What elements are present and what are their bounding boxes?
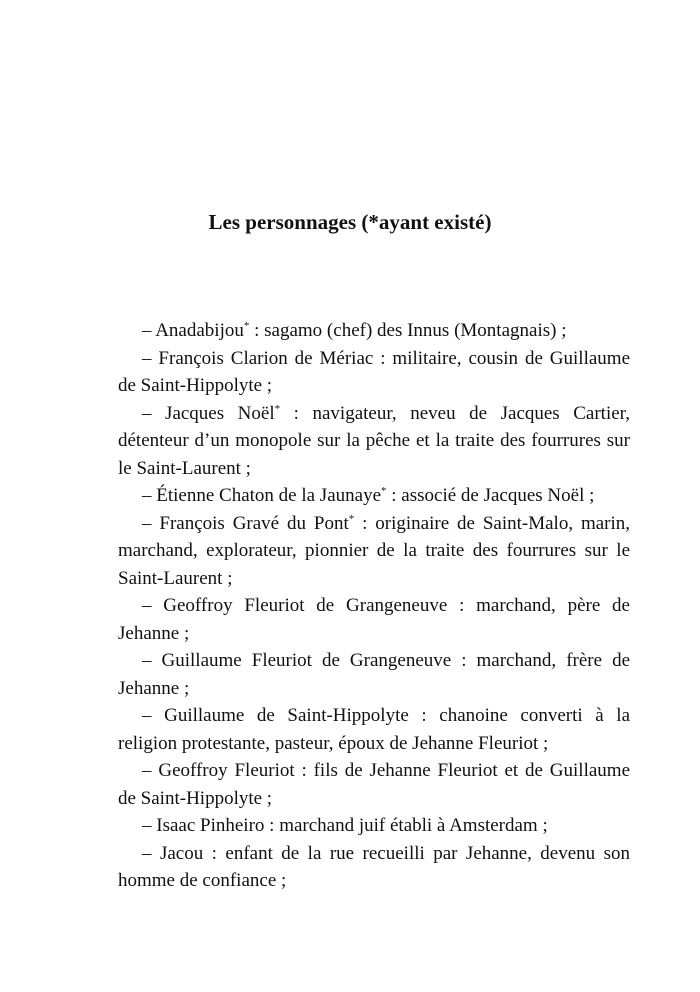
entry-separator: :	[373, 347, 393, 369]
character-entry	[118, 345, 630, 400]
character-entry	[118, 592, 630, 647]
entry-dash: –	[142, 650, 162, 671]
character-entry	[118, 317, 630, 345]
entry-separator: :	[280, 402, 313, 424]
entry-dash: –	[142, 760, 159, 781]
entry-dash: –	[142, 705, 165, 726]
character-description: navigateur, neveu de Jacques Cartier, détenteur d’un monopole sur la pêche et la traite des fourrures sur le Saint-Laurent ;	[118, 402, 630, 479]
entry-separator: :	[447, 595, 477, 616]
entry-dash: –	[142, 402, 166, 424]
character-entry	[118, 840, 630, 895]
entry-separator: :	[294, 760, 314, 781]
historical-marker: *	[274, 402, 281, 415]
character-description: marchand juif établi à Amsterdam ;	[279, 815, 548, 836]
character-name: Geoffroy Fleuriot de Grangeneuve	[163, 595, 448, 616]
entry-dash: –	[142, 320, 156, 341]
entry-separator: :	[451, 650, 477, 671]
historical-marker: *	[348, 512, 355, 525]
character-description: marchand, frère de Jehanne ;	[118, 650, 630, 699]
character-entry	[118, 647, 630, 702]
entry-dash: –	[142, 512, 160, 534]
character-entry	[118, 482, 630, 510]
character-entry	[118, 400, 630, 483]
character-name: Jacques Noël	[165, 402, 275, 424]
entry-dash: –	[142, 347, 159, 369]
character-entry	[118, 510, 630, 593]
entry-separator: :	[408, 705, 440, 726]
character-name: Guillaume Fleuriot de Grangeneuve	[161, 650, 452, 671]
character-name: Anadabijou	[155, 320, 244, 341]
character-name: Jacou	[159, 842, 204, 864]
character-entry	[118, 812, 630, 840]
character-description: chanoine converti à la religion protestante, pasteur, époux de Jehanne Fleuriot ;	[118, 705, 631, 754]
entry-separator: :	[203, 842, 226, 864]
character-description: militaire, cousin de Guillaume de Saint-Hippolyte ;	[118, 347, 631, 396]
character-name: François Gravé du Pont	[159, 512, 349, 534]
character-list	[118, 317, 630, 895]
entry-dash: –	[142, 815, 157, 836]
character-description: fils de Jehanne Fleuriot et de Guillaume de Saint-Hippolyte ;	[118, 760, 631, 809]
page-title: Les personnages (*ayant existé)	[208, 210, 492, 234]
historical-marker: *	[381, 485, 387, 497]
entry-dash: –	[142, 842, 160, 864]
entry-separator: :	[264, 815, 280, 836]
entry-separator: :	[386, 485, 402, 506]
character-name: François Clarion de Mériac	[158, 347, 374, 369]
character-description: enfant de la rue recueilli par Jehanne, devenu son homme de confiance ;	[118, 842, 631, 891]
character-entry	[118, 757, 630, 812]
character-description: sagamo (chef) des Innus (Montagnais) ;	[264, 320, 567, 341]
character-name: Guillaume de Saint-Hippolyte	[164, 705, 409, 726]
character-name: Geoffroy Fleuriot	[158, 760, 295, 781]
character-name: Isaac Pinheiro	[156, 815, 265, 836]
entry-separator: :	[249, 320, 265, 341]
character-description: marchand, père de Jehanne ;	[118, 595, 630, 644]
entry-dash: –	[142, 595, 164, 616]
character-description: associé de Jacques Noël ;	[401, 485, 595, 506]
character-entry	[118, 702, 630, 757]
historical-marker: *	[243, 320, 250, 332]
entry-dash: –	[142, 485, 157, 506]
character-name: Étienne Chaton de la Jaunaye	[156, 485, 382, 506]
character-description: originaire de Saint-Malo, marin, marchand, explorateur, pionnier de la traite des fourrures sur le Saint-Laurent ;	[118, 512, 631, 589]
entry-separator: :	[354, 512, 376, 534]
